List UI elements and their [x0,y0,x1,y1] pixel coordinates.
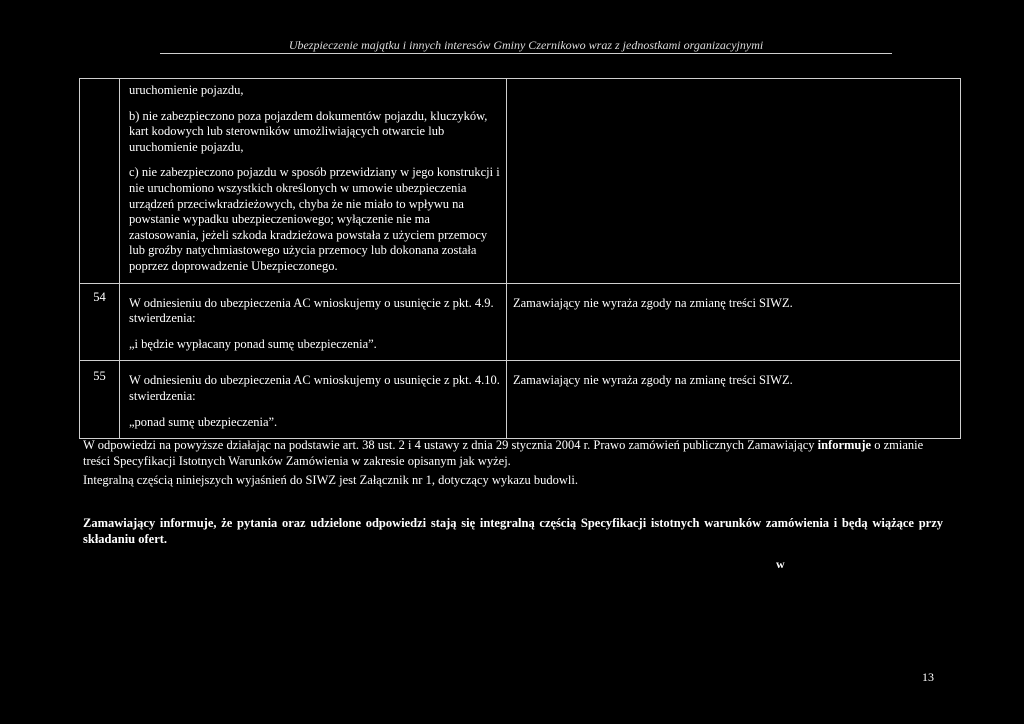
table-row [80,361,961,439]
question-paragraph: b) nie zabezpieczono poza pojazdem dokumentów pojazdu, kluczyków, kart kodowych lub sterowników umożliwiających otwarcie lub uruchomienie pojazdu, [129,108,488,154]
table-row [80,79,961,284]
quoted-phrase: „ponad sumę ubezpieczenia”. [129,414,278,429]
notice-paragraph: Zamawiający informuje, że pytania oraz udzielone odpowiedzi stają się integralną częścią Specyfikacji istotnych warunków zamówienia i będą wiążące przy składaniu ofert. [83,516,943,546]
question-cell [120,361,507,439]
table-row [80,283,961,361]
page-header: Ubezpieczenie majątku i innych interesów Gminy Czernikowo wraz z jednostkami organizacyjnymi [160,38,892,54]
row-number [80,79,120,284]
questions-table [79,78,961,439]
response-text-end: o zmianie treści Specyfikacji Istotnych Warunków Zamówienia w zakresie opisanym jak wyżej. [83,438,924,468]
answer-cell: Zamawiający nie wyraża zgody na zmianę treści SIWZ. [507,283,961,361]
row-number: 54 [80,283,120,361]
response-paragraph [83,437,943,469]
quoted-phrase: „i będzie wypłacany ponad sumę ubezpieczenia”. [129,336,377,351]
response-bold-word: informuje [817,438,872,452]
question-cell [120,79,507,284]
question-text: W odniesieniu do ubezpieczenia AC wnioskujemy o usunięcie z pkt. 4.9. stwierdzenia: [129,295,494,326]
attachment-paragraph: Integralną częścią niniejszych wyjaśnień do SIWZ jest Załącznik nr 1, dotyczący wykazu budowli. [83,473,578,487]
question-cell [120,283,507,361]
response-text-start: W odpowiedzi na powyższe działając na podstawie art. 38 ust. 2 i 4 ustawy z dnia 29 stycznia 2004 r. Prawo zamówień publicznych Zamawiający [83,438,818,452]
answer-cell: Zamawiający nie wyraża zgody na zmianę treści SIWZ. [507,361,961,439]
question-paragraph: uruchomienie pojazdu, [129,83,244,97]
question-text: W odniesieniu do ubezpieczenia AC wnioskujemy o usunięcie z pkt. 4.10. stwierdzenia: [129,373,500,403]
handwritten-mark: w [776,557,785,571]
question-paragraph: c) nie zabezpieczono pojazdu w sposób przewidziany w jego konstrukcji i nie uruchomiono wszystkich określonych w umowie ubezpieczenia urządzeń przeciwkradzieżowych, chyba że nie miało to wpływu na powstanie wypadku ubezpieczeniowego; wyłączenie nie ma zastosowania, jeżeli szkoda kradzieżowa powstała z użyciem przemocy lub groźby natychmiastowego użycia przemocy lub dokonana została poprzez doprowadzenie Ubezpieczonego. [129,165,500,273]
row-number: 55 [80,361,120,439]
answer-cell [507,79,961,284]
page-number: 13 [922,670,934,684]
